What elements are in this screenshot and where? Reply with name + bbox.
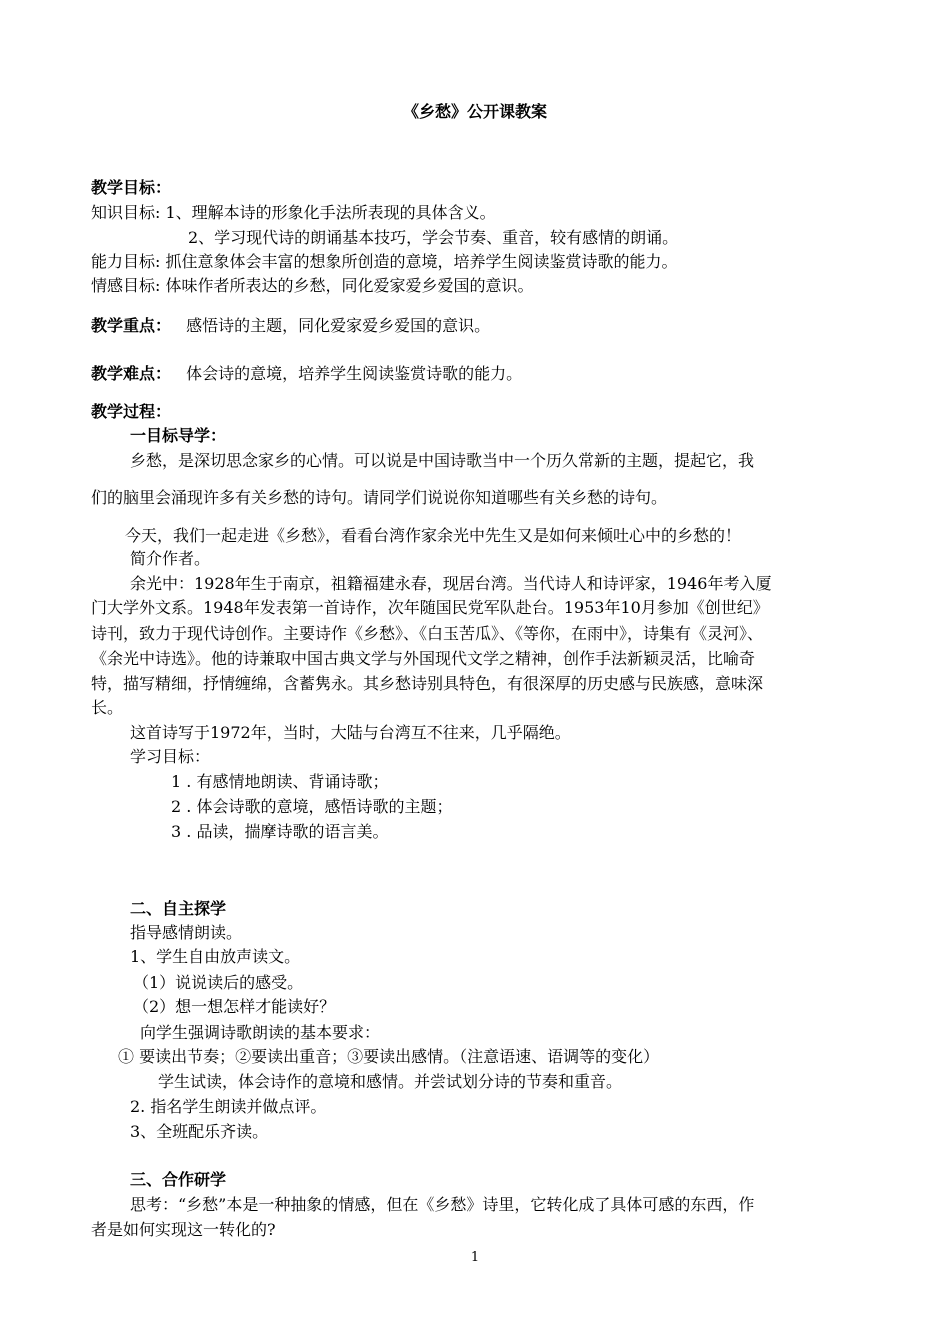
emotion-label: 情感目标: (91, 276, 161, 295)
learning-goal-2: 2 . 体会诗歌的意境，感悟诗歌的主题； (171, 797, 453, 816)
part2-heading: 二、自主探学 (130, 899, 227, 918)
learning-goal-3: 3 . 品读，揣摩诗歌的语言美。 (171, 822, 389, 841)
part2-line-3: （1）说说读后的感受。 (133, 973, 304, 992)
difficulty (91, 362, 522, 386)
knowledge-label: 知识目标: (91, 203, 161, 222)
ability-label: 能力目标: (91, 252, 161, 271)
page-title: 《乡愁》公开课教案 (402, 102, 547, 121)
ability-objective (91, 250, 678, 274)
bio-line-1: 余光中：1928年生于南京，祖籍福建永春，现居台湾。当代诗人和诗评家，1946年考入厦 (130, 574, 772, 593)
key-point-label: 教学重点： (91, 316, 172, 335)
author-intro-label: 简介作者。 (130, 549, 211, 568)
difficulty-text: 体会诗的意境，培养学生阅读鉴赏诗歌的能力。 (186, 364, 523, 383)
key-point (91, 314, 490, 338)
objectives-heading: 教学目标： (91, 178, 172, 197)
learning-goals-label: 学习目标： (130, 747, 211, 766)
part2-line-6: ① 要读出节奏；②要读出重音；③要读出感情。（注意语速、语调等的变化） (118, 1047, 660, 1066)
intro-paragraph-line-2: 们的脑里会涌现许多有关乡愁的诗句。请同学们说说你知道哪些有关乡愁的诗句。 (91, 488, 668, 507)
learning-goal-1: 1 . 有感情地朗读、背诵诗歌； (171, 772, 389, 791)
part1-heading: 一目标导学： (130, 426, 227, 445)
part2-line-2: 1、学生自由放声读文。 (130, 947, 301, 966)
ability-text: 抓住意象体会丰富的想象所创造的意境，培养学生阅读鉴赏诗歌的能力。 (165, 252, 678, 271)
difficulty-label: 教学难点： (91, 364, 172, 383)
part2-line-8: 2. 指名学生朗读并做点评。 (130, 1097, 327, 1116)
bio-line-3: 诗刊，致力于现代诗创作。主要诗作《乡愁》、《白玉苦瓜》、《等你，在雨中》，诗集有《灵河》、 (91, 624, 764, 643)
page-number: 1 (470, 1250, 480, 1265)
intro-paragraph-line-1: 乡愁，是深切思念家乡的心情。可以说是中国诗歌当中一个历久常新的主题，提起它，我 (130, 451, 755, 470)
knowledge-item-2: 2、学习现代诗的朗诵基本技巧，学会节奏、重音，较有感情的朗诵。 (188, 228, 679, 247)
transition-paragraph: 今天，我们一起走进《乡愁》，看看台湾作家余光中先生又是如何来倾吐心中的乡愁的！ (125, 526, 742, 545)
part2-line-7: 学生试读，体会诗作的意境和感情。并尝试划分诗的节奏和重音。 (158, 1072, 623, 1091)
poem-background: 这首诗写于1972年，当时，大陆与台湾互不往来，几乎隔绝。 (130, 723, 571, 742)
knowledge-objective-1 (91, 201, 496, 225)
emotion-text: 体味作者所表达的乡愁，同化爱家爱乡爱国的意识。 (165, 276, 534, 295)
knowledge-item-1: 1、理解本诗的形象化手法所表现的具体含义。 (165, 203, 496, 222)
part2-line-5: 向学生强调诗歌朗读的基本要求： (140, 1023, 381, 1042)
bio-line-6: 长。 (91, 698, 124, 717)
key-point-text: 感悟诗的主题，同化爱家爱乡爱国的意识。 (186, 316, 491, 335)
part2-line-9: 3、全班配乐齐读。 (130, 1122, 269, 1141)
part3-line-2: 者是如何实现这一转化的? (91, 1220, 276, 1239)
part2-line-1: 指导感情朗读。 (130, 923, 243, 942)
bio-line-4: 《余光中诗选》。他的诗兼取中国古典文学与外国现代文学之精神，创作手法新颖灵活，比喻奇 (91, 649, 756, 668)
part3-line-1: 思考：“乡愁”本是一种抽象的情感，但在《乡愁》诗里，它转化成了具体可感的东西，作 (130, 1195, 755, 1214)
process-heading: 教学过程： (91, 402, 172, 421)
part2-line-4: （2）想一想怎样才能读好？ (133, 997, 336, 1016)
part3-heading: 三、合作研学 (130, 1170, 227, 1189)
emotion-objective (91, 274, 534, 298)
bio-line-2: 门大学外文系。1948年发表第一首诗作，次年随国民党军队赴台。1953年10月参加《创世纪》 (91, 598, 769, 617)
bio-line-5: 特，描写精细，抒情缠绵，含蓄隽永。其乡愁诗别具特色，有很深厚的历史感与民族感，意味深 (91, 674, 764, 693)
